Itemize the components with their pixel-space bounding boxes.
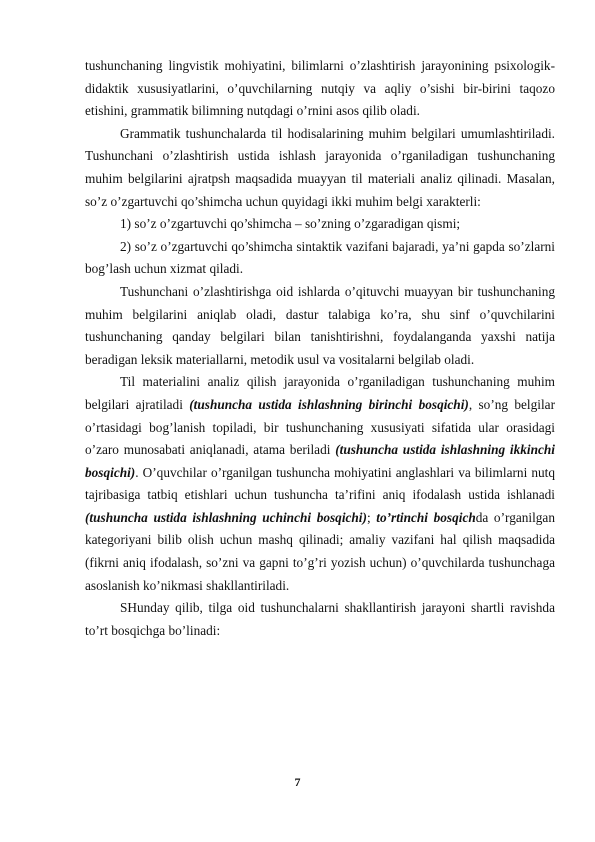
paragraph-2: Grammatik tushunchalarda til hodisalarining muhim belgilari umumlashtiriladi. Tushunchani o’zlashtirish ustida ishlash jarayonida o’rganiladigan tushunchaning muhim belgilarini ajratpsh maqsadida muayyan til materiali analiz qilinadi. Masalan, so’z o’zgartuvchi qo’shimcha uchun quyidagi ikki muhim belgi xarakterli:	[85, 125, 555, 209]
paragraph-6-text-2: , so’ng belgilar o’rtasidagi bog’lanish topiladi, bir tushunchaning xususiyati sifatida ular orasidagi o’zaro munosabati aniqlanadi, atama beriladi	[85, 396, 555, 458]
paragraph-3-list-item-1: 1) so’z o’zgartuvchi qo’shimcha – so’zning o’zgaradigan qismi;	[120, 216, 461, 232]
paragraph-6-text-4: ;	[366, 509, 377, 525]
stage-3-emphasis: (tushuncha ustida ishlashning uchinchi bosqichi)	[85, 509, 367, 525]
paragraph-7: SHunday qilib, tilga oid tushunchalarni shakllantirish jarayoni shartli ravishda to’rt bosqichga bo’linadi:	[85, 600, 555, 638]
paragraph-1: tushunchaning lingvistik mohiyatini, bilimlarni o’zlashtirish jarayonining psixologik-didaktik xususiyatlarini, o’quvchilarning nutqiy va aqliy o’sishi bir-birini taqozo etishini, grammatik bilimning nutqdagi o’rnini asos qilib oladi.	[85, 58, 555, 119]
document-body	[85, 55, 555, 642]
page-number: 7	[294, 775, 301, 789]
paragraph-4-list-item-2: 2) so’z o’zgartuvchi qo’shimcha sintaktik vazifani bajaradi, ya’ni gapda so’zlarni bog’lash uchun xizmat qiladi.	[85, 238, 555, 277]
paragraph-6-text-1: Til materialini analiz qilish jarayonida o’rganiladigan tushunchaning muhim belgilari ajratiladi	[85, 374, 555, 412]
stage-1-emphasis: (tushuncha ustida ishlashning birinchi bosqichi)	[189, 396, 469, 412]
paragraph-6	[85, 371, 555, 597]
stage-4-emphasis: to’rtinchi bosqich	[376, 509, 476, 525]
paragraph-6-text-3: . O’quvchilar o’rganilgan tushuncha mohiyatini anglashlari va bilimlarni nutq tajribasiga tatbiq etishlari uchun tushuncha ta’rifini aniq ifodalash ustida ishlanadi	[85, 464, 555, 503]
stage-2-emphasis: (tushuncha ustida ishlashning ikkinchi bosqichi)	[85, 442, 555, 480]
paragraph-5: Tushunchani o’zlashtirishga oid ishlarda o’qituvchi muayyan bir tushunchaning muhim belgilarini aniqlab oladi, dastur talabiga ko’ra, shu sinf o’quvchilarini tushunchaning qanday belgilari bilan tanishtirishni, foydalanganda yaxshi natija beradigan leksik materiallarni, metodik usul va vositalarni belgilab oladi.	[85, 283, 555, 367]
paragraph-6-text-5: da o’rganilgan kategoriyani bilib olish uchun mashq qilinadi; amaliy vazifani hal qilish maqsadida (fikrni aniq ifodalash, so’zni va gapni to’g’ri yozish uchun) o’quvchilarda tushunchaga asoslanish ko’nikmasi shakllantiriladi.	[85, 509, 555, 593]
